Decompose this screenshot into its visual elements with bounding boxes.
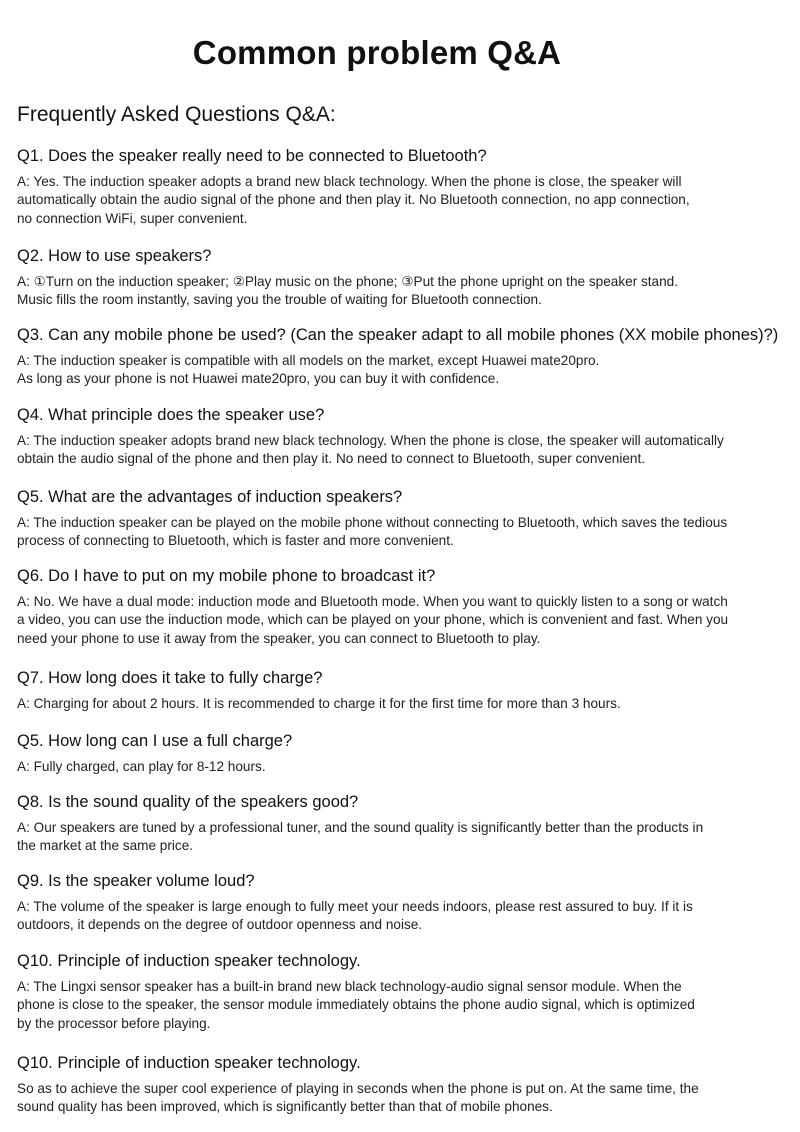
faq-question: Q9. Is the speaker volume loud?	[17, 872, 255, 890]
answer-line: A: The induction speaker adopts brand new black technology. When the phone is close, the speaker will automatically	[17, 433, 724, 448]
answer-line: by the processor before playing.	[17, 1015, 211, 1031]
faq-item-4	[17, 405, 792, 469]
faq-answer	[17, 173, 792, 228]
answer-line: outdoors, it depends on the degree of outdoor openness and noise.	[17, 917, 423, 933]
faq-answer	[17, 819, 792, 856]
answer-line: A: Charging for about 2 hours. It is recommended to charge it for the first time for more than 3 hours.	[17, 696, 621, 711]
answer-line: sound quality has been improved, which is significantly better than that of mobile phones.	[17, 1099, 553, 1115]
faq-item-11	[17, 951, 792, 1033]
faq-item-2	[17, 246, 792, 310]
page-title: Common problem Q&A	[192, 34, 562, 71]
answer-line: phone is close to the speaker, the sensor module immediately obtains the phone audio signal, which is optimized	[17, 997, 695, 1013]
answer-line: the market at the same price.	[17, 838, 194, 854]
answer-line: As long as your phone is not Huawei mate20pro, you can buy it with confidence.	[17, 371, 500, 387]
faq-question: Q5. How long can I use a full charge?	[17, 732, 293, 750]
faq-question: Q4. What principle does the speaker use?	[17, 406, 325, 424]
faq-answer	[17, 758, 792, 776]
faq-answer	[17, 514, 792, 551]
answer-line: A: The volume of the speaker is large enough to fully meet your needs indoors, please rest assured to buy. If it is	[17, 899, 693, 914]
faq-item-10	[17, 871, 792, 935]
faq-item-12	[17, 1053, 792, 1117]
faq-answer	[17, 1080, 792, 1117]
faq-question: Q10. Principle of induction speaker technology.	[17, 952, 361, 970]
faq-answer	[17, 978, 792, 1033]
faq-answer	[17, 432, 792, 469]
faq-item-8	[17, 731, 792, 776]
answer-line: A: No. We have a dual mode: induction mode and Bluetooth mode. When you want to quickly listen to a song or watch	[17, 594, 728, 609]
section-heading: Frequently Asked Questions Q&A:	[17, 103, 336, 126]
answer-line: A: The Lingxi sensor speaker has a built-in brand new black technology-audio signal sensor module. When the	[17, 979, 682, 994]
answer-line: a video, you can use the induction mode, which can be played on your phone, which is convenient and fast. When you	[17, 612, 729, 628]
answer-line: A: ①Turn on the induction speaker; ②Play music on the phone; ③Put the phone upright on the speaker stand.	[17, 274, 679, 289]
faq-answer	[17, 352, 792, 389]
answer-line: no connection WiFi, super convenient.	[17, 210, 248, 226]
faq-question: Q6. Do I have to put on my mobile phone to broadcast it?	[17, 567, 436, 585]
answer-line: So as to achieve the super cool experience of playing in seconds when the phone is put on. At the same time, the	[17, 1081, 699, 1096]
answer-line: A: Yes. The induction speaker adopts a brand new black technology. When the phone is close, the speaker will	[17, 174, 682, 189]
faq-question: Q5. What are the advantages of induction speakers?	[17, 488, 403, 506]
answer-line: obtain the audio signal of the phone and then play it. No need to connect to Bluetooth, super convenient.	[17, 451, 646, 467]
faq-question: Q3. Can any mobile phone be used? (Can the speaker adapt to all mobile phones (XX mobile phones)?)	[17, 326, 779, 344]
faq-question: Q2. How to use speakers?	[17, 247, 212, 265]
answer-line: automatically obtain the audio signal of the phone and then play it. No Bluetooth connection, no app connection,	[17, 192, 690, 208]
faq-question: Q10. Principle of induction speaker technology.	[17, 1054, 361, 1072]
answer-line: A: The induction speaker is compatible with all models on the market, except Huawei mate20pro.	[17, 353, 600, 368]
answer-line: A: Fully charged, can play for 8-12 hours.	[17, 759, 266, 774]
answer-line: need your phone to use it away from the speaker, you can connect to Bluetooth to play.	[17, 630, 541, 646]
faq-item-9	[17, 792, 792, 856]
faq-answer	[17, 898, 792, 935]
faq-item-7	[17, 668, 792, 713]
answer-line: A: The induction speaker can be played on the mobile phone without connecting to Bluetooth, which saves the tedious	[17, 515, 728, 530]
answer-line: process of connecting to Bluetooth, which is faster and more convenient.	[17, 533, 454, 549]
answer-line: A: Our speakers are tuned by a professional tuner, and the sound quality is significantly better than the products in	[17, 820, 704, 835]
answer-line: Music fills the room instantly, saving you the trouble of waiting for Bluetooth connection.	[17, 292, 542, 308]
faq-item-1	[17, 146, 792, 228]
faq-item-3	[17, 325, 792, 389]
faq-question: Q1. Does the speaker really need to be connected to Bluetooth?	[17, 147, 487, 165]
faq-question: Q8. Is the sound quality of the speakers good?	[17, 793, 359, 811]
faq-question: Q7. How long does it take to fully charge?	[17, 669, 323, 687]
faq-answer	[17, 593, 792, 648]
faq-answer	[17, 695, 792, 713]
faq-item-6	[17, 566, 792, 648]
faq-item-5	[17, 487, 792, 551]
faq-answer	[17, 273, 792, 310]
